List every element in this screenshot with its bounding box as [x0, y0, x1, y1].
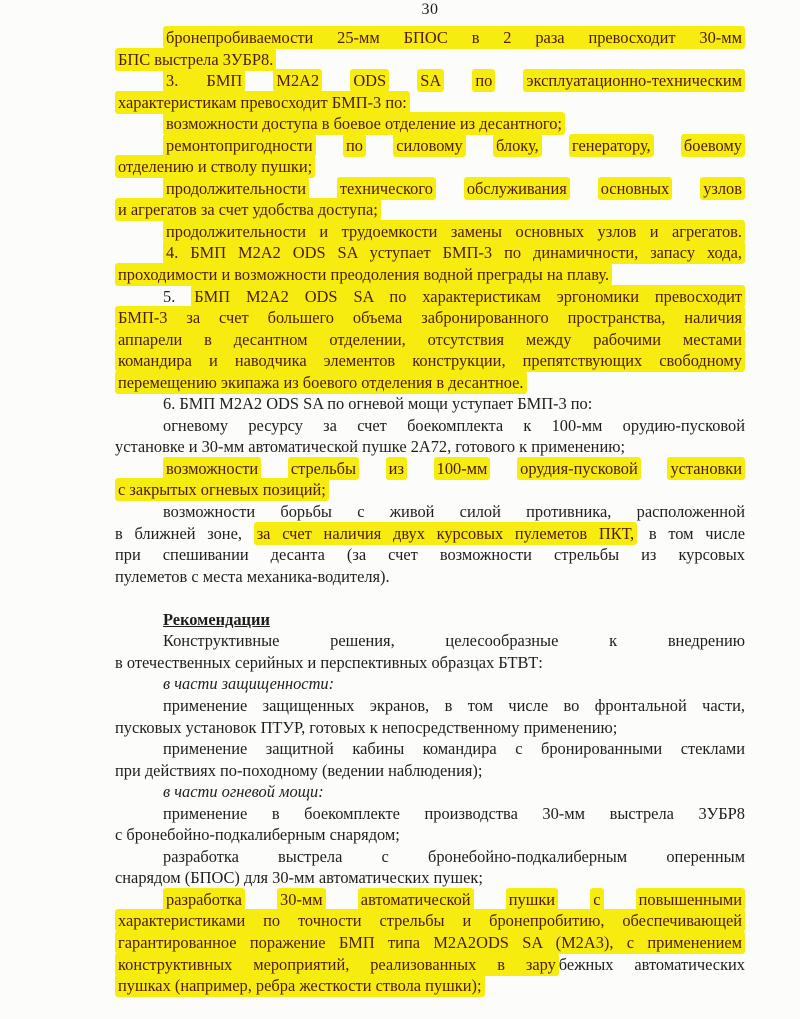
text-segment: Рекомендации: [163, 609, 270, 629]
highlight-segment: и агрегатов за счет удобства доступа;: [115, 198, 381, 221]
document-body: [115, 27, 745, 997]
text-line: [115, 566, 745, 588]
highlight-segment: ремонтопригодности: [163, 134, 316, 157]
text-line: [115, 350, 745, 372]
text-line: [115, 501, 745, 523]
text-line: [115, 954, 745, 976]
highlight-segment: пушки: [506, 888, 558, 911]
text-line: [115, 544, 745, 566]
text-line: [115, 329, 745, 351]
blank-line: [115, 587, 745, 609]
highlight-segment: узлов: [700, 177, 745, 200]
text-line: [115, 156, 745, 178]
highlight-segment: отделению и стволу пушки;: [115, 155, 315, 178]
text-segment: бежных автоматических: [558, 954, 745, 974]
text-segment: 6. БМП М2А2 ODS SA по огневой мощи уступает БМП-3 по:: [163, 394, 593, 414]
page-number: 30: [421, 1, 439, 18]
highlight-segment: 100-мм: [434, 457, 491, 480]
highlight-segment: из: [386, 457, 407, 480]
highlight-segment: ODS: [350, 69, 389, 92]
text-line: [115, 781, 745, 803]
text-line: [115, 523, 745, 545]
highlight-segment: возможности доступа в боевое отделение из десантного;: [163, 112, 565, 135]
text-segment: применение защитной кабины командира с бронированными стеклами: [163, 739, 745, 759]
text-line: [115, 113, 745, 135]
text-line: [115, 760, 745, 782]
highlight-segment: силовому: [393, 134, 466, 157]
text-line: [115, 393, 745, 415]
highlight-segment: конструктивных мероприятий, реализованных в зару: [115, 953, 559, 976]
text-line: [115, 27, 745, 49]
text-line: [115, 49, 745, 71]
text-segment: 5.: [163, 286, 192, 306]
text-segment: снарядом (БПОС) для 30-мм автоматических пушек;: [115, 868, 483, 888]
highlight-segment: 3. БМП: [163, 69, 245, 92]
text-line: [115, 307, 745, 329]
text-line: [115, 910, 745, 932]
text-line: [115, 92, 745, 114]
text-segment: пусковых установок ПТУР, готовых к непосредственному применению;: [115, 717, 618, 737]
highlight-segment: по: [343, 134, 366, 157]
text-line: [115, 889, 745, 911]
highlight-segment: с закрытых огневых позиций;: [115, 478, 329, 501]
text-segment: с бронебойно-подкалиберным снарядом;: [115, 825, 400, 845]
text-line: [115, 932, 745, 954]
text-line: [115, 372, 745, 394]
text-line: [115, 479, 745, 501]
highlight-segment: блоку,: [493, 134, 542, 157]
highlight-segment: основных: [598, 177, 673, 200]
highlight-segment: продолжительности: [163, 177, 309, 200]
highlight-segment: боевому: [681, 134, 745, 157]
text-line: [115, 264, 745, 286]
highlight-segment: бронепробиваемости 25-мм БПОС в 2 раза превосходит 30-мм: [163, 26, 745, 49]
text-segment: при спешивании десанта (за счет возможности стрельбы из курсовых: [115, 545, 745, 565]
highlight-segment: по: [472, 69, 495, 92]
text-line: [115, 717, 745, 739]
highlight-segment: БМП М2А2 ODS SA по характеристикам эргономики превосходит: [191, 285, 745, 308]
text-segment: разработка выстрела с бронебойно-подкалиберным оперенным: [163, 846, 745, 866]
highlight-segment: командира и наводчика элементов конструкции, препятствующих свободному: [115, 349, 745, 372]
highlight-segment: 4. БМП М2А2 ODS SA уступает БМП-3 по динамичности, запасу хода,: [163, 241, 745, 264]
highlight-segment: пушках (например, ребра жесткости ствола пушки);: [115, 974, 485, 997]
text-line: [115, 70, 745, 92]
highlight-segment: стрельбы: [288, 457, 359, 480]
text-line: [115, 415, 745, 437]
highlight-segment: аппарели в десантном отделении, отсутствия между рабочими местами: [115, 328, 745, 351]
highlight-segment: орудия-пусковой: [517, 457, 641, 480]
text-line: [115, 824, 745, 846]
highlight-segment: установки: [667, 457, 745, 480]
text-line: [115, 178, 745, 200]
text-line: [115, 630, 745, 652]
text-line: [115, 199, 745, 221]
highlight-segment: перемещению экипажа из боевого отделения в десантное.: [115, 371, 527, 394]
text-segment: применение в боекомплекте производства 30-мм выстрела 3УБР8: [163, 803, 745, 823]
text-segment: установке и 30-мм автоматической пушке 2А72, готового к применению;: [115, 437, 626, 457]
text-line: [115, 652, 745, 674]
text-line: [115, 609, 745, 631]
highlight-segment: характеристиками по точности стрельбы и бронепробитию, обеспечивающей: [115, 909, 745, 932]
text-line: [115, 695, 745, 717]
text-segment: в части огневой мощи:: [163, 782, 324, 802]
text-segment: пулеметов с места механика-водителя).: [115, 566, 390, 586]
highlight-segment: обслуживания: [464, 177, 570, 200]
text-line: [115, 867, 745, 889]
highlight-segment: с: [590, 888, 603, 911]
text-segment: возможности борьбы с живой силой противника, расположенной: [163, 502, 745, 522]
text-segment: применение защищенных экранов, в том числе во фронтальной части,: [163, 695, 745, 715]
text-line: [115, 436, 745, 458]
highlight-segment: БМП-3 за счет большего объема забронированного пространства, наличия: [115, 306, 745, 329]
highlight-segment: М2А2: [273, 69, 322, 92]
text-segment: в отечественных серийных и перспективных образцах БТВТ:: [115, 652, 543, 672]
highlight-segment: гарантированное поражение БМП типа М2А2ODS SA (М2А3), с применением: [115, 931, 745, 954]
highlight-segment: возможности: [163, 457, 261, 480]
highlight-segment: за счет наличия двух курсовых пулеметов ПКТ,: [254, 522, 637, 545]
highlight-segment: эксплуатационно-техническим: [523, 69, 745, 92]
text-line: [115, 221, 745, 243]
highlight-segment: SA: [417, 69, 444, 92]
text-segment: в части защищенности:: [163, 674, 335, 694]
text-line: [115, 458, 745, 480]
text-line: [115, 242, 745, 264]
text-line: [115, 135, 745, 157]
highlight-segment: генератору,: [569, 134, 654, 157]
text-line: [115, 286, 745, 308]
highlight-segment: БПС выстрела 3УБР8.: [115, 48, 276, 71]
text-segment: в ближней зоне,: [115, 523, 254, 543]
highlight-segment: автоматической: [358, 888, 474, 911]
text-segment: при действиях по-походному (ведении наблюдения);: [115, 760, 483, 780]
text-line: [115, 975, 745, 997]
text-segment: [245, 71, 273, 90]
text-line: [115, 846, 745, 868]
highlight-segment: разработка: [163, 888, 245, 911]
highlight-segment: продолжительности и трудоемкости замены основных узлов и агрегатов.: [163, 220, 745, 243]
highlight-segment: повышенными: [636, 888, 745, 911]
text-segment: огневому ресурсу за счет боекомплекта к 100-мм орудию-пусковой: [163, 415, 745, 435]
text-segment: в том числе: [637, 523, 746, 543]
text-segment: Конструктивные решения, целесообразные к внедрению: [163, 631, 745, 651]
highlight-segment: 30-мм: [277, 888, 326, 911]
text-line: [115, 673, 745, 695]
text-line: [115, 738, 745, 760]
text-line: [115, 803, 745, 825]
highlight-segment: характеристикам превосходит БМП-3 по:: [115, 91, 410, 114]
highlight-segment: проходимости и возможности преодоления водной преграды на плаву.: [115, 263, 612, 286]
highlight-segment: технического: [337, 177, 436, 200]
